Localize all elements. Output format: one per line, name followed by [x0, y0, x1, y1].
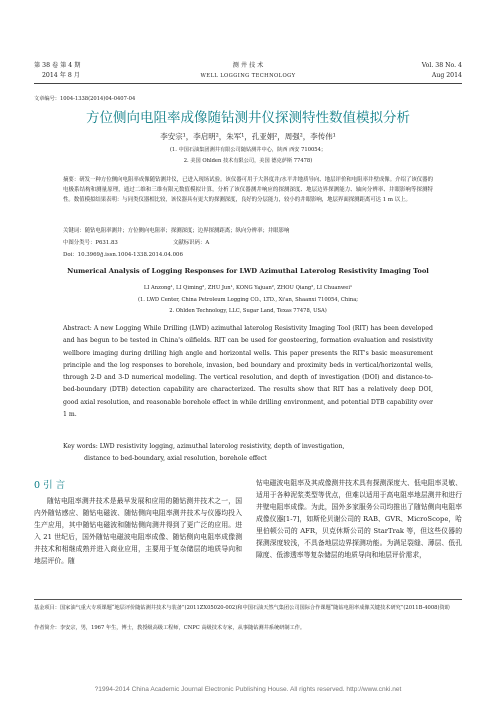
affiliation-cn-1: (1. 中国石油集团测井有限公司随钻测井中心，陕西 西安 710054； — [169, 147, 327, 153]
clc-number: 中图分类号：P631.83 — [63, 240, 118, 246]
keywords-cn: 关键词：随钻电阻率测井；方位侧向电阻率；探测深度；边界探测距离；纵向分辨率；井眼影响 — [63, 228, 290, 234]
title-cn: 方位侧向电阻率成像随钻测井仪探测特性数值模拟分析 — [86, 110, 410, 126]
title-en: Numerical Analysis of Logging Responses for LWD Azimuthal Laterolog Resistivity Imaging Tool — [67, 267, 429, 275]
affiliation-cn-2: 2. 美国 Ohlden 技术有限公司，美国 德克萨斯 77478) — [183, 158, 313, 164]
keywords-en-line-1: Key words: LWD resistivity logging, azimuthal laterolog resistivity, depth of investigation, — [63, 443, 345, 450]
date-en: Aug 2014 — [431, 72, 462, 79]
journal-title-en: WELL LOGGING TECHNOLOGY — [200, 73, 296, 79]
abstract-en: Abstract: A new Logging While Drilling (LWD) azimuthal laterolog Resistivity Imaging Tool (RIT) has been developed and has begun to be tested in China's oilfields. RIT can be used for geosteering, formation evaluation and resistivity wellbore imaging during drilling high angle and horizontal wells. This paper presents the RIT's basic measurement principle and the log responses to borehole, invasion, bed boundary and proximity beds in vertical/horizontal wells, through 2-D and 3-D numerical modeling. The vertical resolution, and depth of investigation (DOI) and distance-to-bed-boundary (DTB) detection capability are characterized. The results show that RIT has a relatively deep DOI, good axial resolution, and reasonable borehole effect in while drilling environment, and potential DTB capability over 1 m. — [63, 325, 433, 419]
doi: Doi：10.3969/j.issn.1004-1338.2014.04.006 — [63, 252, 183, 258]
body-column-left: 随钻电阻率测井技术是最早发展和应用的随钻测井技术之一，国内外随钻感应、随钻电磁波、随钻侧向电阻率测井技术与仪器均投入生产应用，其中随钻电磁波和随钻侧向测井得到了更广泛的应用。进入 21 世纪后，国外随钻电磁波电阻率成像、随钻侧向电阻率成像测井技术和相继成熟并进入商业应用，主要用于复杂储层的地质导向和地层评价。随 — [34, 497, 242, 565]
journal-title-cn: 测 井 技 术 — [232, 62, 264, 69]
volume-issue-en: Vol. 38 No. 4 — [421, 62, 462, 69]
header-rule — [34, 83, 462, 84]
volume-issue-cn: 第 38 卷 第 4 期 — [34, 62, 81, 69]
abstract-cn: 摘要：研发一种方位侧向电阻率成像随钻测井仪，已进入现场试验。该仪器可用于大斜度井/水平井地质导向、地层评价和电阻率井壁成像。介绍了该仪器的电极系结构和测量原理，通过二维和三维有限元数值模拟计算，分析了该仪器测井响应的探测深度、地层边界探测能力、轴向分辨率、井眼影响等探测特性。数值模拟结果表明：与同类仪器相比较，该仪器具有更大的探测深度，良好的分层能力，较小的井眼影响，地层界面探测距离可达 1 m 以上。 — [63, 177, 433, 203]
article-number: 文章编号：1004-1338(2014)04-0407-04 — [34, 96, 136, 102]
footnote-rule — [34, 599, 462, 600]
authors-en: LI Anzong¹, LI Qiming², ZHU Jun¹, KONG Yajuan², ZHOU Qiang², LI Chuanwei¹ — [143, 285, 353, 291]
copyright-footer: ?1994-2014 China Academic Journal Electronic Publishing House. All rights reserved. http://www.cnki.net — [94, 686, 402, 693]
date-cn: 2014 年 8 月 — [42, 72, 80, 79]
authors-cn: 李安宗¹，李启明²，朱军¹，孔亚娟²，周强²，李传伟¹ — [160, 132, 336, 141]
affiliation-en-1: (1. LWD Center, China Petroleum Logging CO., LTD., Xi'an, Shaanxi 710054, China; — [137, 297, 359, 303]
affiliation-en-2: 2. Ohlden Technology, LLC, Sugar Land, Texas 77478, USA) — [169, 308, 327, 314]
body-column-right: 钻电磁波电阻率及其成像测井技术具有探测深度大、低电阻率灵敏、适用于各种泥浆类型等优点，但难以适用于高电阻率地层测井和进行井壁电阻率成像。为此，国外多家服务公司均推出了随钻侧向电阻率成像仪器[1-7]，如斯伦贝谢公司的 RAB、GVR、MicroScope，哈里伯顿公司的 AFR，贝克休斯公司的 StarTrak 等，但这些仪器的探测深度较浅，不具备地层边界探测功能。为满足裂缝、薄层、低孔隙度、低渗透率等复杂储层的地质导向和地层评价需求， — [256, 479, 462, 559]
author-bio-note: 作者简介：李安宗，男，1967 年生，博士，教授级高级工程师，CNPC 高级技术专家，从事随钻测井系统研制工作。 — [34, 625, 306, 631]
keywords-en-line-2: distance to bed-boundary, axial resolution, borehole effect — [84, 455, 267, 462]
funding-note: 基金项目：国家油气重大专项课题“地层评价随钻测井技术与装备”(2011ZX05020-002)和中国石油天然气集团公司国际合作课题“随钻电阻率成像关键技术研究”(2011B-4008)资助 — [34, 605, 450, 611]
section-heading: 0 引 言 — [34, 480, 66, 491]
document-code: 文献标识码：A — [173, 240, 210, 246]
